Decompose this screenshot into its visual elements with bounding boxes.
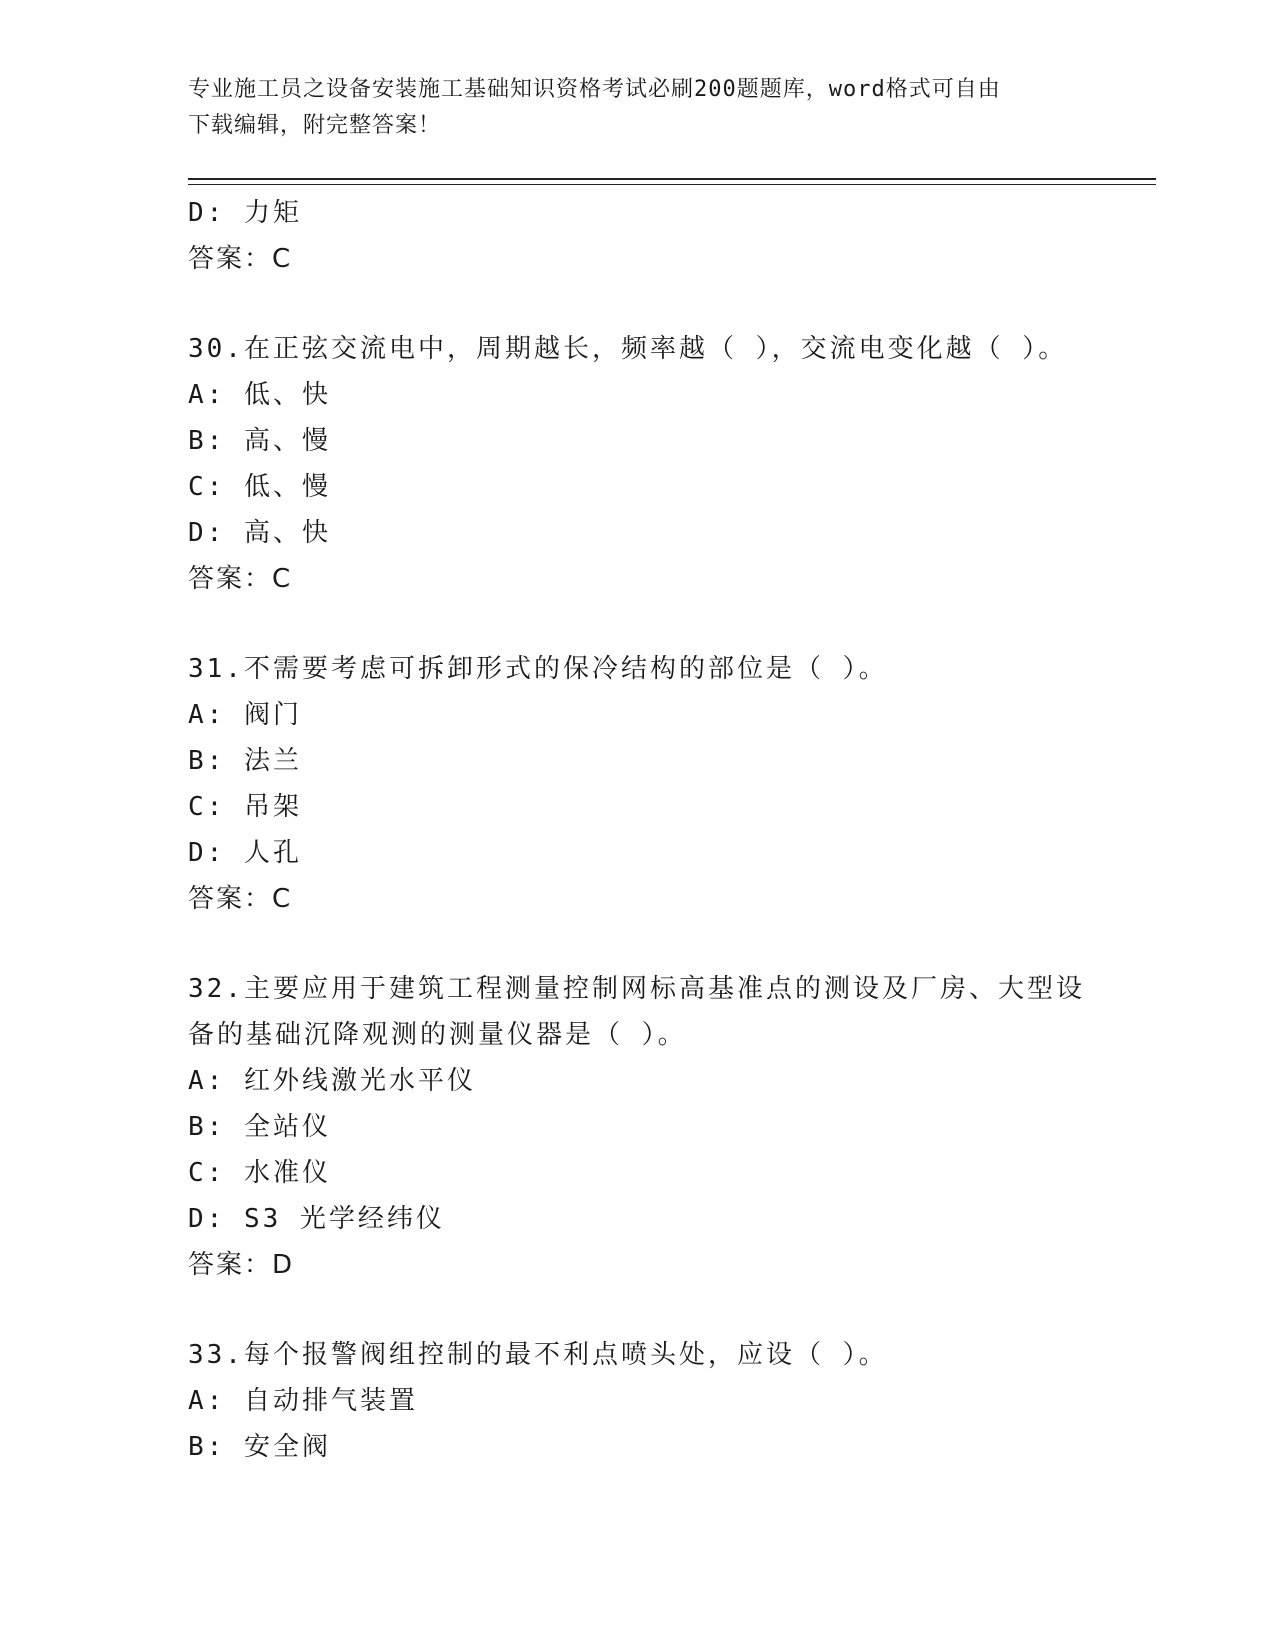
answer-line: 答案：C xyxy=(188,884,293,914)
option-d: D: 人孔 xyxy=(188,838,302,868)
question-text: 31.不需要考虑可拆卸形式的保冷结构的部位是（ ）。 xyxy=(188,654,888,684)
option-c: C: 水准仪 xyxy=(188,1158,331,1188)
option-a: A: 阀门 xyxy=(188,700,302,730)
question-text: 33.每个报警阀组控制的最不利点喷头处，应设（ ）。 xyxy=(188,1340,888,1370)
option-b: B: 全站仪 xyxy=(188,1112,331,1142)
header-rule-thin xyxy=(188,184,1156,185)
header-title-line-1: 专业施工员之设备安装施工基础知识资格考试必刷200题题库，word格式可自由 xyxy=(188,77,1001,102)
previous-question-tail xyxy=(188,190,1088,282)
question-31 xyxy=(188,646,1088,922)
option-b: B: 法兰 xyxy=(188,746,302,776)
option-c: C: 低、慢 xyxy=(188,472,331,502)
question-list xyxy=(188,190,1088,1470)
option-b: B: 高、慢 xyxy=(188,426,331,456)
question-32 xyxy=(188,966,1088,1288)
answer-line: 答案：C xyxy=(188,564,293,594)
question-text: 30.在正弦交流电中，周期越长，频率越（ ），交流电变化越（ ）。 xyxy=(188,334,1068,364)
option-d: D: 高、快 xyxy=(188,518,331,548)
option-a: A: 红外线激光水平仪 xyxy=(188,1066,476,1096)
option-d: D: S3 光学经纬仪 xyxy=(188,1204,445,1234)
header-rule-thick xyxy=(188,178,1156,180)
option-b: B: 安全阀 xyxy=(188,1432,331,1462)
question-30 xyxy=(188,326,1088,602)
header-title-line-2: 下载编辑，附完整答案！ xyxy=(188,113,442,138)
question-text-line-2: 备的基础沉降观测的测量仪器是（ ）。 xyxy=(188,1020,687,1050)
question-33 xyxy=(188,1332,1088,1470)
option-a: A: 自动排气装置 xyxy=(188,1386,418,1416)
question-text-line-1: 32.主要应用于建筑工程测量控制网标高基准点的测设及厂房、大型设 xyxy=(188,974,1085,1004)
option-a: A: 低、快 xyxy=(188,380,331,410)
document-header xyxy=(188,72,1088,144)
answer-line: 答案：C xyxy=(188,244,293,274)
option-d: D: 力矩 xyxy=(188,198,302,228)
answer-line: 答案：D xyxy=(188,1250,295,1280)
option-c: C: 吊架 xyxy=(188,792,302,822)
